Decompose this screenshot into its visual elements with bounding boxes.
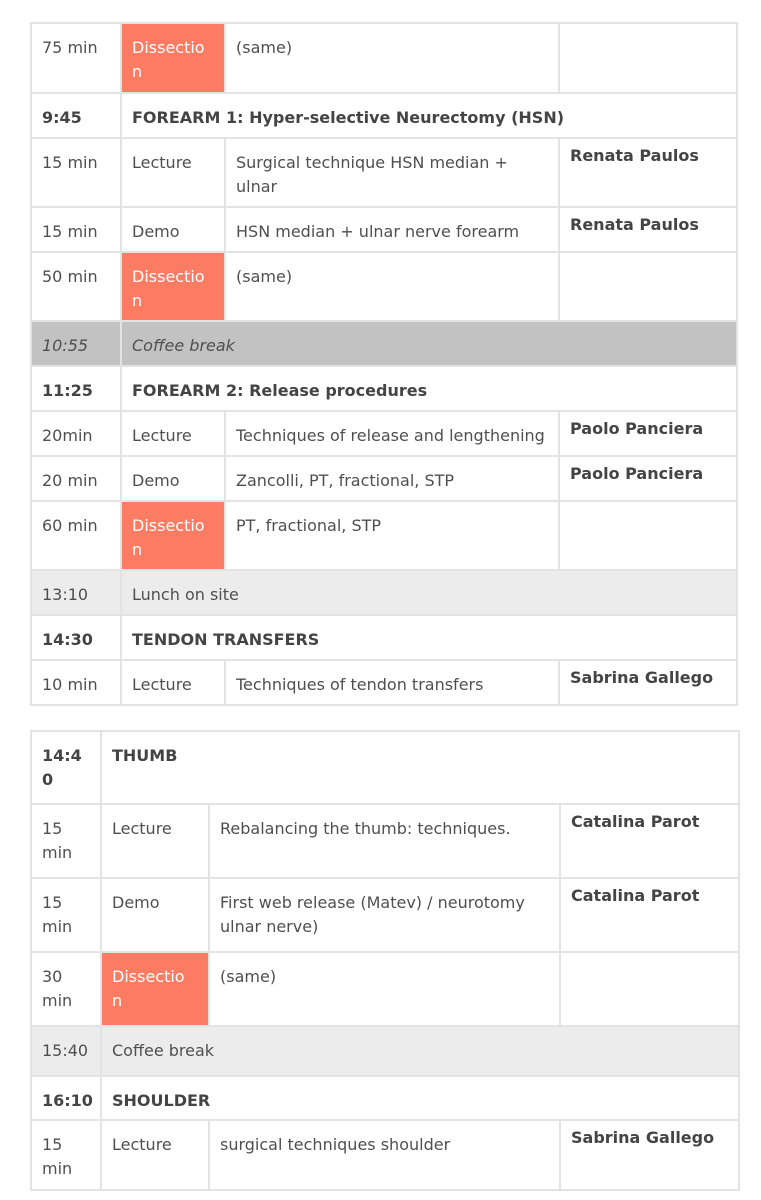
description-cell: (same) <box>225 252 559 321</box>
time-cell: 9:45 <box>31 93 121 138</box>
section-title: FOREARM 2: Release procedures <box>121 366 737 411</box>
section-header-row <box>31 615 737 660</box>
schedule-row <box>31 878 739 952</box>
schedule-row <box>31 804 739 878</box>
speaker-cell: Renata Paulos <box>559 138 737 207</box>
activity-type-cell: Dissectio n <box>121 501 225 570</box>
schedule-row <box>31 411 737 456</box>
section-title: THUMB <box>101 731 739 804</box>
speaker-cell <box>559 252 737 321</box>
break-label: Lunch on site <box>121 570 737 615</box>
duration-cell: 20min <box>31 411 121 456</box>
activity-type-cell: Dissectio n <box>101 952 209 1026</box>
activity-type-cell: Lecture <box>101 1120 209 1190</box>
break-row <box>31 321 737 366</box>
description-cell: First web release (Matev) / neurotomy ulnar nerve) <box>209 878 560 952</box>
activity-type-cell: Dissectio n <box>121 252 225 321</box>
duration-cell: 15 min <box>31 1120 101 1190</box>
speaker-cell: Paolo Panciera <box>559 411 737 456</box>
duration-cell: 20 min <box>31 456 121 501</box>
schedule-row <box>31 456 737 501</box>
duration-cell: 15 min <box>31 207 121 252</box>
schedule-row <box>31 252 737 321</box>
speaker-cell <box>560 952 739 1026</box>
description-cell: PT, fractional, STP <box>225 501 559 570</box>
schedule-table-1 <box>30 22 738 706</box>
time-cell: 13:10 <box>31 570 121 615</box>
activity-type-cell: Demo <box>121 456 225 501</box>
duration-cell: 15 min <box>31 878 101 952</box>
schedule-row <box>31 207 737 252</box>
speaker-cell <box>559 23 737 93</box>
schedule-row <box>31 501 737 570</box>
section-title: SHOULDER <box>101 1076 739 1120</box>
time-cell: 10:55 <box>31 321 121 366</box>
time-cell: 16:10 <box>31 1076 101 1120</box>
break-row <box>31 1026 739 1076</box>
description-cell: HSN median + ulnar nerve forearm <box>225 207 559 252</box>
duration-cell: 60 min <box>31 501 121 570</box>
duration-cell: 50 min <box>31 252 121 321</box>
description-cell: Surgical technique HSN median + ulnar <box>225 138 559 207</box>
duration-cell: 10 min <box>31 660 121 705</box>
speaker-cell: Sabrina Gallego <box>560 1120 739 1190</box>
description-cell: (same) <box>209 952 560 1026</box>
break-label: Coffee break <box>121 321 737 366</box>
time-cell: 15:40 <box>31 1026 101 1076</box>
speaker-cell <box>559 501 737 570</box>
schedule-row <box>31 952 739 1026</box>
activity-type-cell: Lecture <box>121 411 225 456</box>
description-cell: (same) <box>225 23 559 93</box>
activity-type-cell: Lecture <box>121 660 225 705</box>
duration-cell: 75 min <box>31 23 121 93</box>
speaker-cell: Catalina Parot <box>560 804 739 878</box>
description-cell: Techniques of release and lengthening <box>225 411 559 456</box>
activity-type-cell: Lecture <box>101 804 209 878</box>
speaker-cell: Renata Paulos <box>559 207 737 252</box>
time-cell: 14:4 0 <box>31 731 101 804</box>
description-cell: Zancolli, PT, fractional, STP <box>225 456 559 501</box>
section-header-row <box>31 366 737 411</box>
break-row <box>31 570 737 615</box>
duration-cell: 15 min <box>31 804 101 878</box>
description-cell: surgical techniques shoulder <box>209 1120 560 1190</box>
section-title: TENDON TRANSFERS <box>121 615 737 660</box>
schedule-row <box>31 23 737 93</box>
activity-type-cell: Dissectio n <box>121 23 225 93</box>
description-cell: Rebalancing the thumb: techniques. <box>209 804 560 878</box>
schedule-table-2 <box>30 730 740 1191</box>
section-header-row <box>31 93 737 138</box>
time-cell: 11:25 <box>31 366 121 411</box>
break-label: Coffee break <box>101 1026 739 1076</box>
schedule-row <box>31 138 737 207</box>
schedule-row <box>31 1120 739 1190</box>
description-cell: Techniques of tendon transfers <box>225 660 559 705</box>
activity-type-cell: Demo <box>121 207 225 252</box>
section-header-row <box>31 1076 739 1120</box>
speaker-cell: Sabrina Gallego <box>559 660 737 705</box>
schedule-row <box>31 660 737 705</box>
activity-type-cell: Demo <box>101 878 209 952</box>
activity-type-cell: Lecture <box>121 138 225 207</box>
section-title: FOREARM 1: Hyper-selective Neurectomy (HSN) <box>121 93 737 138</box>
duration-cell: 15 min <box>31 138 121 207</box>
speaker-cell: Paolo Panciera <box>559 456 737 501</box>
speaker-cell: Catalina Parot <box>560 878 739 952</box>
duration-cell: 30 min <box>31 952 101 1026</box>
section-header-row <box>31 731 739 804</box>
time-cell: 14:30 <box>31 615 121 660</box>
